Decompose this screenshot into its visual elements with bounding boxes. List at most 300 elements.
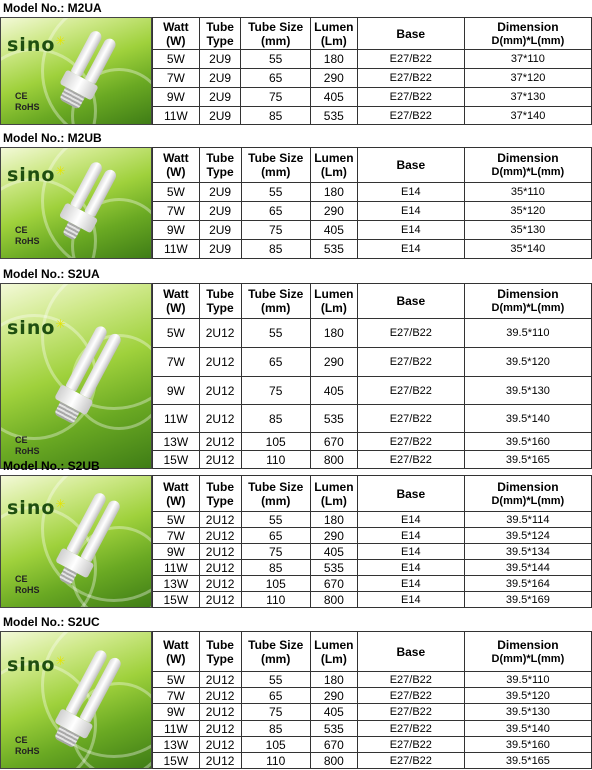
header-watt-label: Watt: [163, 19, 189, 34]
cert-mark: CE: [15, 735, 28, 745]
product-image: [0, 475, 152, 608]
cert-mark: RoHS: [15, 746, 40, 756]
cell-base: E27/B22: [357, 451, 464, 469]
header-dimension-label: Dimension: [497, 479, 559, 494]
cell-watt: 11W: [153, 560, 200, 576]
cell-base: E14: [357, 544, 464, 560]
header-watt: [153, 632, 200, 672]
cell-watt: 7W: [153, 528, 200, 544]
cell-lumen: 290: [310, 348, 357, 377]
header-size-label: Tube Size: [248, 479, 304, 494]
header-size-unit: (mm): [261, 301, 291, 315]
header-watt-unit: (W): [166, 651, 186, 666]
header-watt-label: Watt: [163, 637, 189, 652]
cell-tube-size: 55: [241, 183, 310, 202]
product-image: [0, 283, 152, 469]
header-lumen-unit: (Lm): [320, 301, 347, 315]
cell-watt: 11W: [153, 107, 200, 125]
header-dimension-label: Dimension: [497, 151, 559, 165]
table-row: [153, 377, 592, 405]
cell-base: E14: [357, 240, 464, 259]
table-row: [153, 672, 592, 688]
cell-tube-type: 2U9: [199, 69, 241, 88]
header-dimension: [464, 148, 591, 183]
cell-tube-type: 2U12: [199, 405, 241, 433]
section-body: [0, 17, 592, 124]
spec-table: [152, 283, 592, 469]
sparkle-icon: ✳: [55, 654, 67, 668]
cell-tube-size: 65: [241, 69, 310, 88]
cell-tube-type: 2U12: [199, 576, 241, 592]
header-size-label: Tube Size: [248, 637, 304, 652]
cell-base: E27/B22: [357, 88, 464, 107]
cert-mark: CE: [15, 225, 28, 235]
cell-tube-size: 75: [241, 221, 310, 240]
cell-tube-type: 2U12: [199, 433, 241, 451]
cell-tube-size: 55: [241, 512, 310, 528]
header-size-label: Tube Size: [248, 287, 304, 301]
cell-tube-type: 2U9: [199, 240, 241, 259]
cell-watt: 13W: [153, 433, 200, 451]
header-base-label: Base: [396, 158, 426, 172]
header-base: [357, 18, 464, 50]
product-section: [0, 458, 592, 607]
header-tube: [199, 148, 241, 183]
cell-dimension: 39.5*165: [464, 451, 591, 469]
spec-table: [152, 475, 592, 608]
header-base-label: Base: [396, 26, 426, 41]
cell-watt: 5W: [153, 512, 200, 528]
brand-name: sino: [7, 497, 56, 519]
product-image: [0, 17, 152, 125]
cell-tube-size: 85: [241, 560, 310, 576]
header-size: [241, 18, 310, 50]
cell-dimension: 39.5*164: [464, 576, 591, 592]
cell-tube-size: 55: [241, 319, 310, 348]
cell-tube-size: 65: [241, 688, 310, 704]
sparkle-icon: ✳: [55, 497, 67, 511]
cell-base: E27/B22: [357, 704, 464, 721]
header-size: [241, 284, 310, 319]
cert-mark: CE: [15, 435, 28, 445]
table-row: [153, 688, 592, 704]
cell-dimension: 39.5*110: [464, 319, 591, 348]
cell-tube-size: 75: [241, 88, 310, 107]
header-lumen: [310, 18, 357, 50]
header-tube-unit: Type: [206, 33, 234, 48]
cell-base: E14: [357, 560, 464, 576]
cell-dimension: 35*120: [464, 202, 591, 221]
cell-base: E27/B22: [357, 737, 464, 753]
cell-dimension: 35*130: [464, 221, 591, 240]
cell-tube-type: 2U12: [199, 451, 241, 469]
certification-marks: [15, 91, 40, 113]
cell-lumen: 405: [310, 88, 357, 107]
cell-lumen: 290: [310, 528, 357, 544]
cert-mark: RoHS: [15, 446, 40, 456]
cell-lumen: 670: [310, 433, 357, 451]
section-body: [0, 631, 592, 768]
cell-tube-size: 75: [241, 704, 310, 721]
cell-dimension: 39.5*124: [464, 528, 591, 544]
cell-watt: 5W: [153, 319, 200, 348]
header-tube: [199, 284, 241, 319]
model-number: Model No.: M2UB: [3, 131, 102, 145]
table-row: [153, 107, 592, 125]
table-header-row: [153, 632, 592, 672]
table-row: [153, 737, 592, 753]
certification-marks: [15, 574, 40, 596]
cell-tube-type: 2U12: [199, 348, 241, 377]
header-lumen-unit: (Lm): [320, 651, 347, 666]
table-row: [153, 721, 592, 737]
header-tube: [199, 18, 241, 50]
spec-table: [152, 147, 592, 259]
cell-dimension: 39.5*160: [464, 737, 591, 753]
header-size-unit: (mm): [261, 165, 291, 179]
cell-tube-type: 2U9: [199, 221, 241, 240]
cell-base: E27/B22: [357, 753, 464, 769]
cell-watt: 13W: [153, 737, 200, 753]
cell-base: E27/B22: [357, 433, 464, 451]
cell-dimension: 39.5*134: [464, 544, 591, 560]
cell-lumen: 180: [310, 50, 357, 69]
header-dimension: [464, 476, 591, 512]
cell-tube-size: 105: [241, 433, 310, 451]
model-number: Model No.: S2UC: [3, 615, 100, 629]
header-base: [357, 284, 464, 319]
header-lumen-unit: (Lm): [320, 493, 347, 508]
cell-lumen: 405: [310, 544, 357, 560]
header-tube-unit: Type: [206, 165, 234, 179]
header-lumen-label: Lumen: [314, 151, 354, 165]
spec-table: [152, 17, 592, 125]
cell-tube-size: 65: [241, 202, 310, 221]
cell-tube-type: 2U12: [199, 704, 241, 721]
certification-marks: [15, 225, 40, 247]
cell-tube-size: 75: [241, 377, 310, 405]
cell-lumen: 180: [310, 512, 357, 528]
cell-watt: 13W: [153, 576, 200, 592]
cell-tube-type: 2U12: [199, 688, 241, 704]
header-lumen: [310, 284, 357, 319]
cell-lumen: 800: [310, 592, 357, 608]
cell-watt: 9W: [153, 221, 200, 240]
cell-base: E14: [357, 576, 464, 592]
cell-dimension: 37*120: [464, 69, 591, 88]
section-body: [0, 147, 592, 258]
header-lumen-label: Lumen: [314, 479, 354, 494]
cell-watt: 5W: [153, 50, 200, 69]
cell-tube-size: 85: [241, 721, 310, 737]
sparkle-icon: ✳: [55, 34, 67, 48]
header-size-unit: (mm): [261, 33, 291, 48]
header-watt-unit: (W): [166, 33, 186, 48]
model-number: Model No.: S2UB: [3, 459, 100, 473]
cell-dimension: 39.5*120: [464, 688, 591, 704]
cell-lumen: 405: [310, 377, 357, 405]
header-watt-unit: (W): [166, 301, 186, 315]
table-row: [153, 202, 592, 221]
cell-tube-type: 2U12: [199, 377, 241, 405]
cell-base: E27/B22: [357, 107, 464, 125]
cell-tube-type: 2U9: [199, 202, 241, 221]
cell-tube-type: 2U9: [199, 50, 241, 69]
table-row: [153, 319, 592, 348]
header-watt-label: Watt: [163, 479, 189, 494]
cell-tube-type: 2U12: [199, 592, 241, 608]
header-base: [357, 632, 464, 672]
cell-lumen: 180: [310, 183, 357, 202]
cell-lumen: 405: [310, 221, 357, 240]
cell-tube-size: 65: [241, 348, 310, 377]
header-dimension-label: Dimension: [497, 287, 559, 301]
cell-watt: 5W: [153, 183, 200, 202]
product-section: [0, 614, 592, 768]
header-size: [241, 632, 310, 672]
header-tube: [199, 476, 241, 512]
table-header-row: [153, 148, 592, 183]
cell-lumen: 290: [310, 202, 357, 221]
header-dimension-unit: D(mm)*L(mm): [491, 494, 565, 507]
header-tube: [199, 632, 241, 672]
cell-tube-type: 2U12: [199, 512, 241, 528]
product-image: [0, 631, 152, 769]
cell-base: E27/B22: [357, 348, 464, 377]
header-dimension: [464, 632, 591, 672]
cell-lumen: 180: [310, 672, 357, 688]
table-row: [153, 69, 592, 88]
header-dimension-label: Dimension: [497, 19, 559, 34]
cert-mark: CE: [15, 91, 28, 101]
certification-marks: [15, 435, 40, 457]
header-lumen-unit: (Lm): [320, 33, 347, 48]
table-row: [153, 405, 592, 433]
cell-tube-type: 2U9: [199, 183, 241, 202]
cell-tube-size: 85: [241, 107, 310, 125]
cell-tube-type: 2U12: [199, 672, 241, 688]
header-tube-label: Tube: [206, 637, 234, 652]
cell-tube-type: 2U9: [199, 107, 241, 125]
spec-table: [152, 631, 592, 769]
sparkle-icon: ✳: [55, 164, 67, 178]
cell-base: E14: [357, 221, 464, 240]
cell-lumen: 800: [310, 451, 357, 469]
brand-logo: [7, 164, 66, 186]
brand-logo: [7, 317, 66, 339]
cert-mark: RoHS: [15, 585, 40, 595]
cell-tube-size: 105: [241, 737, 310, 753]
cell-dimension: 39.5*120: [464, 348, 591, 377]
table-header-row: [153, 476, 592, 512]
header-base: [357, 476, 464, 512]
cell-base: E27/B22: [357, 377, 464, 405]
table-row: [153, 704, 592, 721]
header-dimension-unit: D(mm)*L(mm): [491, 652, 565, 665]
cell-tube-type: 2U12: [199, 528, 241, 544]
cell-tube-type: 2U12: [199, 544, 241, 560]
cell-base: E27/B22: [357, 69, 464, 88]
cell-tube-size: 105: [241, 576, 310, 592]
cell-watt: 15W: [153, 592, 200, 608]
header-watt-unit: (W): [166, 165, 186, 179]
cell-dimension: 39.5*169: [464, 592, 591, 608]
cell-tube-type: 2U9: [199, 88, 241, 107]
certification-marks: [15, 735, 40, 757]
cell-watt: 11W: [153, 405, 200, 433]
cell-dimension: 37*140: [464, 107, 591, 125]
cell-dimension: 39.5*140: [464, 721, 591, 737]
header-dimension: [464, 284, 591, 319]
cell-lumen: 670: [310, 576, 357, 592]
cell-watt: 7W: [153, 202, 200, 221]
cell-tube-size: 55: [241, 50, 310, 69]
cell-base: E14: [357, 512, 464, 528]
brand-logo: [7, 34, 66, 56]
cell-base: E27/B22: [357, 319, 464, 348]
header-dimension-unit: D(mm)*L(mm): [491, 302, 565, 314]
cell-base: E14: [357, 202, 464, 221]
cell-base: E14: [357, 592, 464, 608]
cell-dimension: 39.5*140: [464, 405, 591, 433]
cell-tube-type: 2U12: [199, 319, 241, 348]
cell-lumen: 405: [310, 704, 357, 721]
table-row: [153, 221, 592, 240]
table-row: [153, 544, 592, 560]
brand-name: sino: [7, 654, 56, 676]
table-row: [153, 240, 592, 259]
cell-dimension: 39.5*144: [464, 560, 591, 576]
header-size: [241, 476, 310, 512]
cell-tube-size: 75: [241, 544, 310, 560]
product-section: [0, 0, 592, 124]
cell-watt: 11W: [153, 240, 200, 259]
header-base-label: Base: [396, 644, 426, 659]
header-tube-unit: Type: [206, 301, 234, 315]
cell-watt: 15W: [153, 451, 200, 469]
cell-tube-type: 2U12: [199, 753, 241, 769]
header-lumen-label: Lumen: [314, 287, 354, 301]
header-watt-label: Watt: [163, 151, 189, 165]
header-watt: [153, 284, 200, 319]
product-image: [0, 147, 152, 259]
brand-name: sino: [7, 317, 56, 339]
cell-tube-size: 85: [241, 240, 310, 259]
table-row: [153, 88, 592, 107]
cell-dimension: 35*110: [464, 183, 591, 202]
cell-lumen: 535: [310, 721, 357, 737]
model-number: Model No.: S2UA: [3, 267, 100, 281]
header-lumen-unit: (Lm): [320, 165, 347, 179]
table-header-row: [153, 284, 592, 319]
brand-name: sino: [7, 164, 56, 186]
header-size: [241, 148, 310, 183]
header-lumen: [310, 148, 357, 183]
brand-logo: [7, 497, 66, 519]
cell-tube-type: 2U12: [199, 560, 241, 576]
table-row: [153, 512, 592, 528]
cell-watt: 7W: [153, 348, 200, 377]
header-watt: [153, 18, 200, 50]
cell-dimension: 37*130: [464, 88, 591, 107]
cell-dimension: 39.5*130: [464, 377, 591, 405]
cert-mark: RoHS: [15, 236, 40, 246]
header-dimension-label: Dimension: [497, 637, 559, 652]
cell-tube-size: 110: [241, 592, 310, 608]
header-lumen-label: Lumen: [314, 637, 354, 652]
header-base-label: Base: [396, 294, 426, 308]
cell-tube-size: 110: [241, 753, 310, 769]
cell-dimension: 35*140: [464, 240, 591, 259]
cell-lumen: 535: [310, 107, 357, 125]
cell-watt: 7W: [153, 688, 200, 704]
cell-base: E27/B22: [357, 721, 464, 737]
header-size-unit: (mm): [261, 493, 291, 508]
cell-dimension: 37*110: [464, 50, 591, 69]
cell-base: E14: [357, 183, 464, 202]
header-watt: [153, 476, 200, 512]
cell-dimension: 39.5*160: [464, 433, 591, 451]
header-lumen: [310, 632, 357, 672]
cell-tube-type: 2U12: [199, 737, 241, 753]
header-size-unit: (mm): [261, 651, 291, 666]
header-lumen-label: Lumen: [314, 19, 354, 34]
cell-lumen: 535: [310, 405, 357, 433]
cell-lumen: 290: [310, 69, 357, 88]
cell-tube-size: 55: [241, 672, 310, 688]
cell-base: E14: [357, 528, 464, 544]
header-watt-unit: (W): [166, 493, 186, 508]
cell-watt: 15W: [153, 753, 200, 769]
cell-base: E27/B22: [357, 688, 464, 704]
section-body: [0, 283, 592, 468]
table-row: [153, 433, 592, 451]
table-row: [153, 592, 592, 608]
cell-lumen: 535: [310, 240, 357, 259]
cert-mark: CE: [15, 574, 28, 584]
table-row: [153, 560, 592, 576]
cell-lumen: 670: [310, 737, 357, 753]
cell-base: E27/B22: [357, 672, 464, 688]
table-row: [153, 753, 592, 769]
header-base: [357, 148, 464, 183]
header-tube-unit: Type: [206, 651, 234, 666]
cell-tube-type: 2U12: [199, 721, 241, 737]
header-dimension: [464, 18, 591, 50]
cell-dimension: 39.5*130: [464, 704, 591, 721]
product-section: [0, 266, 592, 468]
cert-mark: RoHS: [15, 102, 40, 112]
cell-watt: 9W: [153, 704, 200, 721]
cell-watt: 11W: [153, 721, 200, 737]
table-row: [153, 528, 592, 544]
section-body: [0, 475, 592, 607]
table-row: [153, 348, 592, 377]
cell-watt: 9W: [153, 377, 200, 405]
table-header-row: [153, 18, 592, 50]
cell-watt: 5W: [153, 672, 200, 688]
header-size-label: Tube Size: [248, 19, 304, 34]
header-watt-label: Watt: [163, 287, 189, 301]
sparkle-icon: ✳: [55, 317, 67, 331]
brand-name: sino: [7, 34, 56, 56]
header-tube-label: Tube: [206, 19, 234, 34]
cell-lumen: 800: [310, 753, 357, 769]
header-tube-label: Tube: [206, 287, 234, 301]
table-row: [153, 50, 592, 69]
header-dimension-unit: D(mm)*L(mm): [491, 166, 565, 178]
cell-dimension: 39.5*114: [464, 512, 591, 528]
